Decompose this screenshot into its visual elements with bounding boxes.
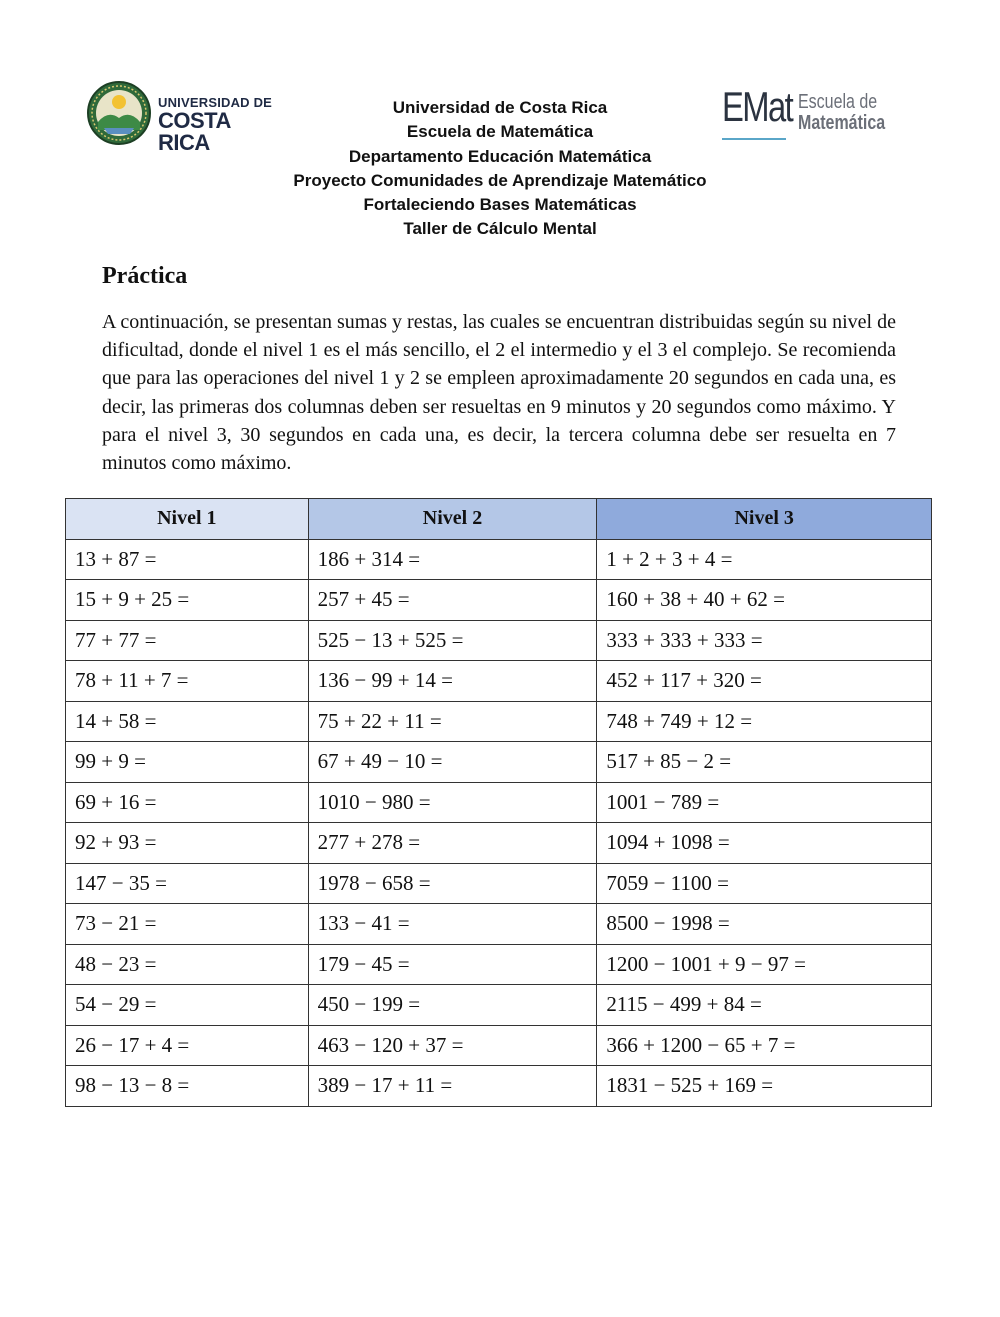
exercise-cell: 1200 − 1001 + 9 − 97 = bbox=[597, 944, 932, 985]
exercise-cell: 147 − 35 = bbox=[66, 863, 309, 904]
exercise-cell: 257 + 45 = bbox=[308, 580, 597, 621]
table-row bbox=[66, 823, 932, 864]
header-project: Proyecto Comunidades de Aprendizaje Matemático bbox=[293, 170, 707, 190]
table-row bbox=[66, 539, 932, 580]
exercise-cell: 463 − 120 + 37 = bbox=[308, 1025, 597, 1066]
exercise-cell: 1831 − 525 + 169 = bbox=[597, 1066, 932, 1107]
exercise-cell: 525 − 13 + 525 = bbox=[308, 620, 597, 661]
emat-logo-underline bbox=[722, 138, 786, 140]
ucr-logo-line2: COSTA RICA bbox=[158, 108, 231, 155]
header-nivel-2: Nivel 2 bbox=[308, 499, 597, 540]
exercise-cell: 2115 − 499 + 84 = bbox=[597, 985, 932, 1026]
exercise-cell: 13 + 87 = bbox=[66, 539, 309, 580]
exercise-cell: 92 + 93 = bbox=[66, 823, 309, 864]
table-row bbox=[66, 1025, 932, 1066]
exercise-cell: 1010 − 980 = bbox=[308, 782, 597, 823]
emat-logo bbox=[720, 83, 886, 146]
exercise-cell: 452 + 117 + 320 = bbox=[597, 661, 932, 702]
emat-logo-sub1: Escuela de bbox=[798, 91, 878, 113]
table-row bbox=[66, 661, 932, 702]
exercise-cell: 8500 − 1998 = bbox=[597, 904, 932, 945]
exercise-cell: 160 + 38 + 40 + 62 = bbox=[597, 580, 932, 621]
ucr-logo-line1: UNIVERSIDAD DE bbox=[158, 95, 273, 110]
table-header-row bbox=[66, 499, 932, 540]
exercise-cell: 179 − 45 = bbox=[308, 944, 597, 985]
table-row bbox=[66, 701, 932, 742]
header-program: Fortaleciendo Bases Matemáticas bbox=[363, 195, 637, 215]
header-workshop: Taller de Cálculo Mental bbox=[403, 219, 597, 239]
exercise-cell: 99 + 9 = bbox=[66, 742, 309, 783]
exercise-cell: 1978 − 658 = bbox=[308, 863, 597, 904]
exercise-cell: 14 + 58 = bbox=[66, 701, 309, 742]
emat-logo-word: EMat bbox=[722, 83, 793, 130]
table-row bbox=[66, 1066, 932, 1107]
exercise-cell: 333 + 333 + 333 = bbox=[597, 620, 932, 661]
exercise-table bbox=[65, 498, 932, 1107]
table-row bbox=[66, 620, 932, 661]
exercise-cell: 69 + 16 = bbox=[66, 782, 309, 823]
header-department: Departamento Educación Matemática bbox=[348, 146, 652, 166]
table-row bbox=[66, 742, 932, 783]
emat-logo-sub2: Matemática bbox=[798, 112, 886, 134]
exercise-cell: 517 + 85 − 2 = bbox=[597, 742, 932, 783]
document-header bbox=[200, 96, 800, 242]
exercise-cell: 136 − 99 + 14 = bbox=[308, 661, 597, 702]
exercise-cell: 78 + 11 + 7 = bbox=[66, 661, 309, 702]
exercise-cell: 1001 − 789 = bbox=[597, 782, 932, 823]
table-row bbox=[66, 580, 932, 621]
exercise-cell: 748 + 749 + 12 = bbox=[597, 701, 932, 742]
exercise-cell: 54 − 29 = bbox=[66, 985, 309, 1026]
section-title: Práctica bbox=[102, 263, 188, 289]
table-row bbox=[66, 863, 932, 904]
header-nivel-1: Nivel 1 bbox=[66, 499, 309, 540]
exercise-cell: 75 + 22 + 11 = bbox=[308, 701, 597, 742]
exercise-cell: 1094 + 1098 = bbox=[597, 823, 932, 864]
exercise-cell: 1 + 2 + 3 + 4 = bbox=[597, 539, 932, 580]
exercise-cell: 7059 − 1100 = bbox=[597, 863, 932, 904]
table-row bbox=[66, 944, 932, 985]
ucr-seal-icon bbox=[86, 80, 152, 146]
exercise-cell: 133 − 41 = bbox=[308, 904, 597, 945]
header-university: Universidad de Costa Rica bbox=[392, 98, 608, 117]
table-row bbox=[66, 985, 932, 1026]
exercise-cell: 48 − 23 = bbox=[66, 944, 309, 985]
exercise-cell: 366 + 1200 − 65 + 7 = bbox=[597, 1025, 932, 1066]
exercise-cell: 389 − 17 + 11 = bbox=[308, 1066, 597, 1107]
exercise-cell: 15 + 9 + 25 = bbox=[66, 580, 309, 621]
header-school: Escuela de Matemática bbox=[406, 122, 594, 142]
table-row bbox=[66, 904, 932, 945]
exercise-cell: 450 − 199 = bbox=[308, 985, 597, 1026]
exercise-cell: 186 + 314 = bbox=[308, 539, 597, 580]
exercise-cell: 67 + 49 − 10 = bbox=[308, 742, 597, 783]
exercise-cell: 26 − 17 + 4 = bbox=[66, 1025, 309, 1066]
exercise-cell: 277 + 278 = bbox=[308, 823, 597, 864]
exercise-cell: 98 − 13 − 8 = bbox=[66, 1066, 309, 1107]
exercise-cell: 77 + 77 = bbox=[66, 620, 309, 661]
intro-paragraph: A continuación, se presentan sumas y restas, las cuales se encuentran distribuidas según su nivel de dificultad, donde el nivel 1 es el más sencillo, el 2 el intermedio y el 3 el complejo. Se recomienda que para las operaciones del nivel 1 y 2 se empleen aproximadamente 20 segundos en cada una, es decir, las primeras dos columnas deben ser resueltas en 9 minutos y 20 segundos como máximo. Y para el nivel 3, 30 segundos en cada una, es decir, la tercera columna debe ser resuelta en 7 minutos como máximo. bbox=[102, 311, 896, 475]
header-nivel-3: Nivel 3 bbox=[597, 499, 932, 540]
exercise-cell: 73 − 21 = bbox=[66, 904, 309, 945]
table-row bbox=[66, 782, 932, 823]
